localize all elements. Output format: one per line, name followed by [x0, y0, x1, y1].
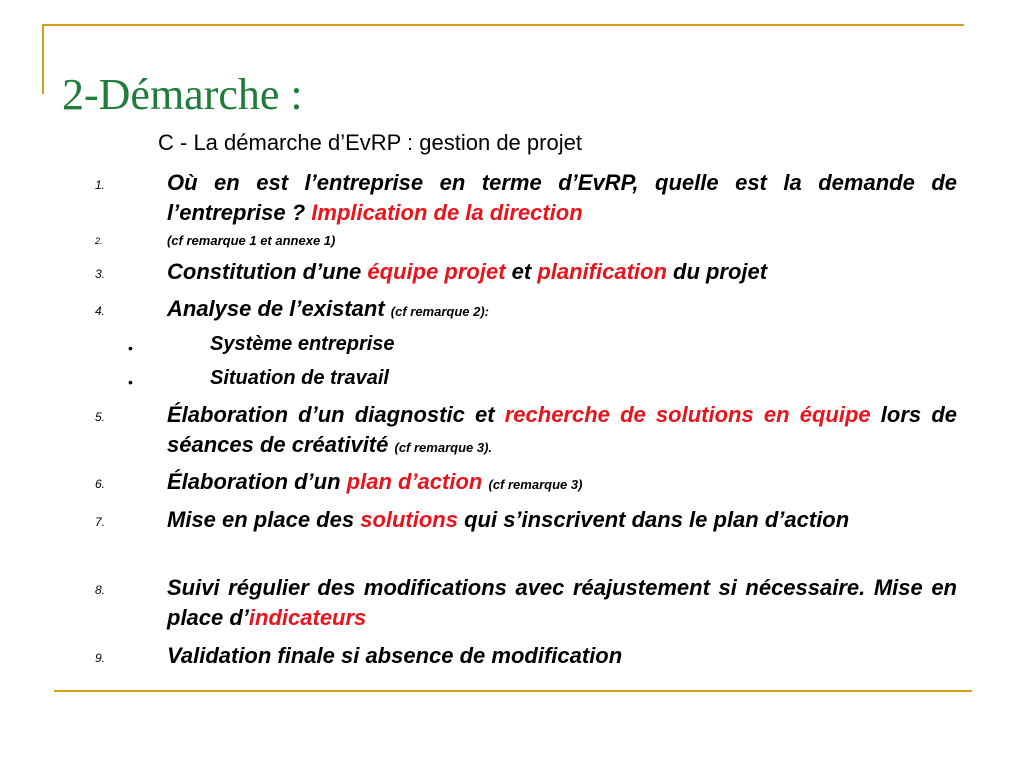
item-highlight: indicateurs	[248, 605, 367, 630]
item-number: 3.	[95, 267, 106, 281]
item-text-part: Élaboration d’un diagnostic et	[167, 402, 505, 427]
item-text	[167, 400, 957, 463]
item-highlight: équipe projet	[367, 259, 506, 284]
item-remark: (cf remarque 3)	[488, 477, 583, 492]
item-highlight: Implication de la direction	[311, 200, 583, 225]
item-number: 5.	[95, 410, 106, 424]
item-text	[167, 168, 957, 228]
bullet-item-1: Système entreprise	[210, 333, 395, 355]
item-text	[167, 505, 957, 535]
item-highlight: solutions	[360, 507, 458, 532]
item-text-part: Élaboration d’un	[167, 469, 347, 494]
item-text-part: Constitution d’une	[167, 259, 368, 284]
item-remark: (cf remarque 3).	[394, 440, 493, 455]
item-text-part: Où en est l’entreprise en terme d’EvRP, quelle est la demande de l’entreprise ?	[167, 170, 957, 225]
bullet-marker: •	[128, 374, 133, 390]
item-text	[167, 257, 957, 287]
slide-subtitle: C - La démarche d’EvRP : gestion de projet	[158, 130, 582, 155]
item-remark: (cf remarque 2):	[390, 304, 490, 319]
item-number: 4.	[95, 304, 106, 318]
frame-bottom-line	[54, 690, 972, 692]
item-text-part: du projet	[666, 259, 768, 284]
item-number: 2.	[95, 236, 103, 246]
item-text	[167, 467, 957, 500]
item-text: (cf remarque 1 et annexe 1)	[167, 233, 336, 248]
bullet-marker: •	[128, 340, 133, 356]
item-number: 8.	[95, 583, 106, 597]
item-text-part: lors de séances de créativité	[167, 402, 957, 457]
item-highlight: planification	[537, 259, 667, 284]
item-text-part: Suivi régulier des modifications avec réajustement si nécessaire. Mise en place d’	[167, 575, 957, 630]
item-highlight: plan d’action	[346, 469, 483, 494]
item-number: 9.	[95, 651, 106, 665]
item-text	[167, 294, 957, 327]
frame-top-line	[42, 24, 964, 26]
item-text-part: Analyse de l’existant	[167, 296, 391, 321]
item-number: 1.	[95, 178, 106, 192]
item-number: 7.	[95, 515, 106, 529]
bullet-item-2: Situation de travail	[210, 367, 389, 389]
item-text: Validation finale si absence de modification	[167, 643, 623, 668]
item-text-part: qui s’inscrivent dans le plan d’action	[457, 507, 850, 532]
item-text	[167, 573, 957, 633]
frame-left-line	[42, 24, 44, 94]
item-text-part: Mise en place des	[167, 507, 361, 532]
item-number: 6.	[95, 477, 106, 491]
item-text-part: et	[505, 259, 538, 284]
slide-title: 2-Démarche :	[62, 70, 303, 119]
item-highlight: recherche de solutions en équipe	[504, 402, 871, 427]
